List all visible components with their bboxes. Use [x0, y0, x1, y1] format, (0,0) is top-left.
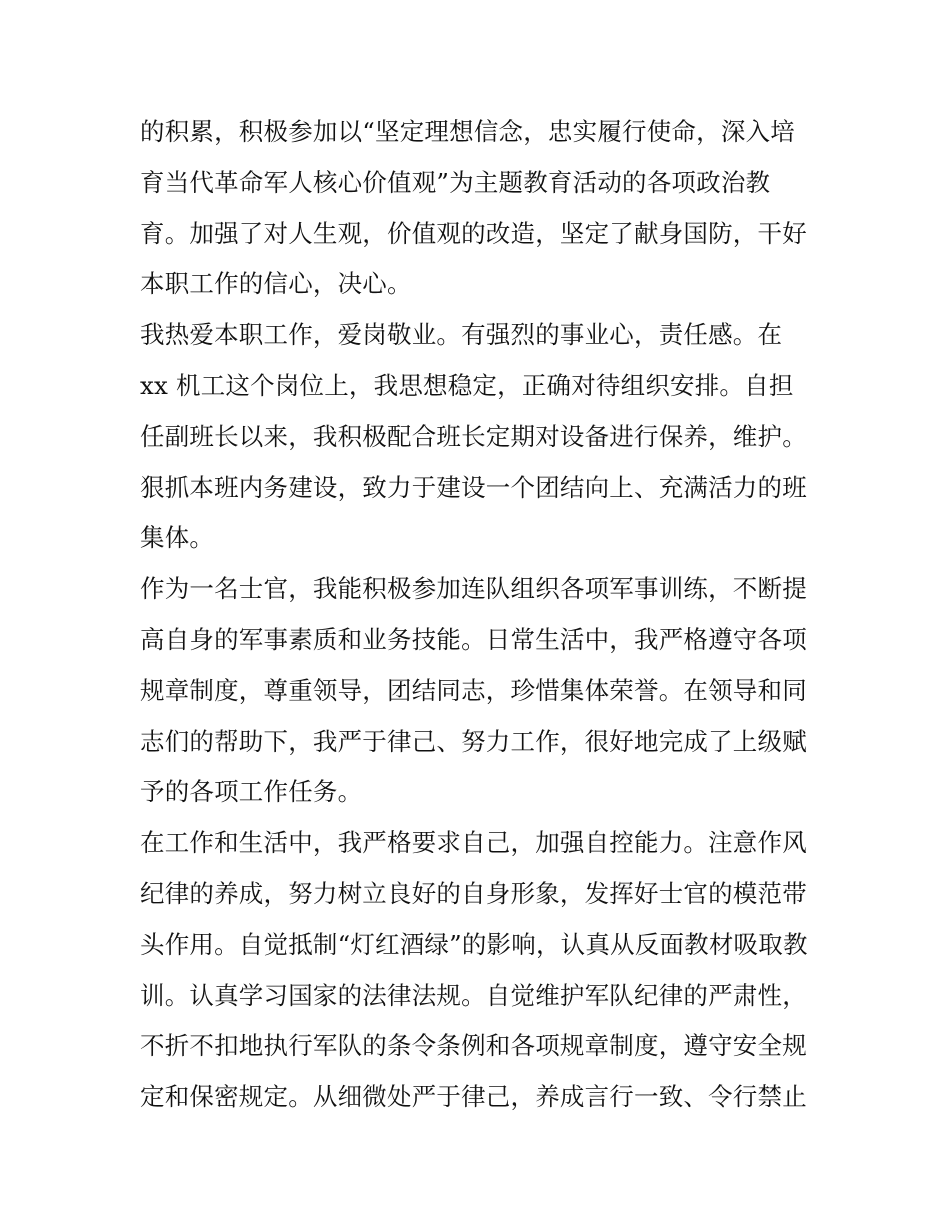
text-line-20: 定和保密规定。从细微处严于律己，养成言行一致、令行禁止 — [140, 1082, 807, 1112]
text-line-12: 规章制度，尊重领导，团结同志，珍惜集体荣誉。在领导和同 — [140, 675, 807, 705]
text-line-15: 在工作和生活中，我严格要求自己，加强自控能力。注意作风 — [140, 828, 807, 858]
text-line-7: 任副班长以来，我积极配合班长定期对设备进行保养，维护。 — [140, 421, 807, 451]
text-line-5: 我热爱本职工作，爱岗敬业。有强烈的事业心，责任感。在 — [140, 320, 783, 350]
text-line-3: 育。加强了对人生观，价值观的改造，坚定了献身国防，干好 — [140, 218, 807, 248]
text-line-17: 头作用。自觉抵制“灯红酒绿”的影响，认真从反面教材吸取教 — [140, 929, 808, 959]
text-line-18: 训。认真学习国家的法律法规。自觉维护军队纪律的严肃性， — [140, 980, 807, 1010]
text-line-13: 志们的帮助下，我严于律己、努力工作，很好地完成了上级赋 — [140, 726, 807, 756]
text-line-16: 纪律的养成，努力树立良好的自身形象，发挥好士官的模范带 — [140, 878, 807, 908]
text-line-4: 本职工作的信心，决心。 — [140, 269, 412, 299]
text-line-9: 集体。 — [140, 523, 215, 553]
text-line-2: 育当代革命军人核心价值观”为主题教育活动的各项政治教 — [140, 167, 771, 197]
text-line-10: 作为一名士官，我能积极参加连队组织各项军事训练，不断提 — [140, 574, 807, 604]
text-line-8: 狠抓本班内务建设，致力于建设一个团结向上、充满活力的班 — [140, 472, 807, 502]
text-line-1: 的积累，积极参加以“坚定理想信念，忠实履行使命，深入培 — [140, 117, 795, 146]
text-line-19: 不折不扣地执行军队的条令条例和各项规章制度，遵守安全规 — [140, 1031, 807, 1061]
document-body — [140, 107, 820, 1123]
text-line-14: 予的各项工作任务。 — [140, 777, 363, 807]
text-line-6: xx 机工这个岗位上，我思想稳定，正确对待组织安排。自担 — [140, 370, 794, 400]
text-line-11: 高自身的军事素质和业务技能。日常生活中，我严格遵守各项 — [140, 624, 807, 654]
